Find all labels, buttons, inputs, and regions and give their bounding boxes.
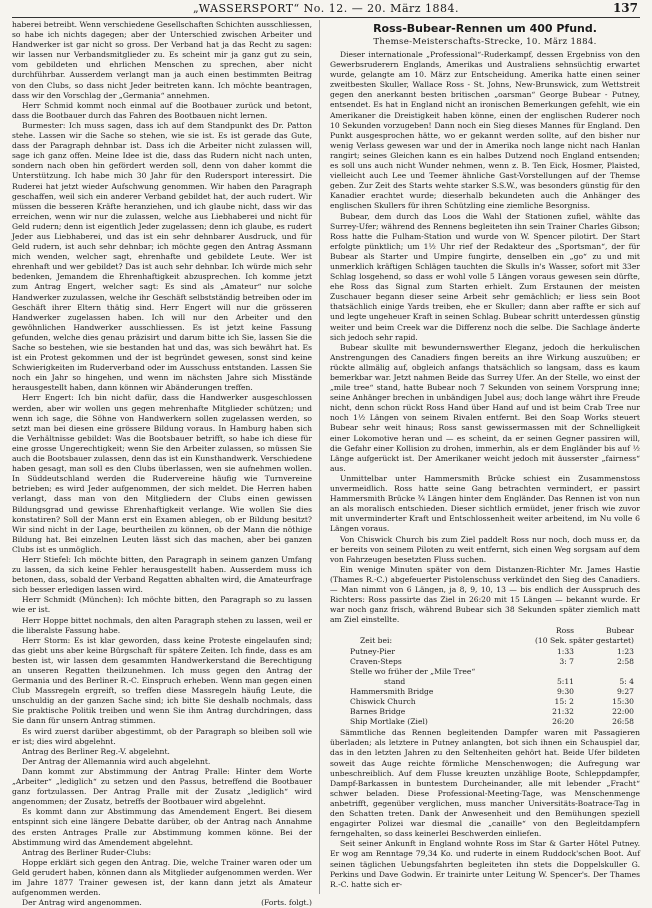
table-row bbox=[330, 687, 640, 697]
paragraph: Es kommt dann zur Abstimmung das Amendement Engert. Bei diesem entspinnt sich eine längere Debatte darüber, ob der Antrag nach Annahme des ersten Antrages Pralle zur Abstimmung kommen könne. Bei der Abstimmung wird das Amendement abgelehnt. bbox=[12, 807, 312, 847]
paragraph: Antrag des Berliner Ruder-Clubs: bbox=[22, 847, 152, 857]
place-cell: Stelle wo früher der „Mile Tree“ bbox=[350, 666, 476, 676]
paragraph: Unmittelbar unter Hammersmith Brücke schiest ein Zusammenstoss unvermeidlich. Ross hatte seine Gang betrachten vermindert, er passirt Hammersmith Brücke ¾ Längen hinter dem Engländer. Das Rennen ist von nun an als moralisch entschieden. Dieser sichtlich ermüdet, jener frisch wie zuvor mit unverminderter Kraft und Entschlossenheit weiter arbeitend, im Nu volle 6 Längen voraus. bbox=[330, 473, 640, 534]
article-subtitle: Themse-Meisterschafts-Strecke, 10. März 1884. bbox=[373, 37, 597, 47]
table-row bbox=[330, 697, 640, 707]
column-header-ross: Ross bbox=[555, 626, 574, 636]
closing-line bbox=[12, 898, 312, 908]
header-rule bbox=[12, 17, 640, 18]
place-cell: Craven-Steps bbox=[350, 656, 402, 666]
table-row bbox=[330, 647, 640, 657]
table-row bbox=[330, 667, 640, 677]
paragraph: Antrag des Berliner Reg.-V. abgelehnt. bbox=[22, 746, 170, 756]
table-row bbox=[330, 677, 640, 687]
running-header: „WASSERSPORT“ No. 12. — 20. März 1884. bbox=[192, 2, 460, 15]
bubear-time: 26:58 bbox=[612, 717, 634, 727]
bubear-time: 5: 4 bbox=[619, 676, 634, 686]
paragraph: Der Antrag der Allemannia wird auch abgelehnt. bbox=[22, 756, 211, 766]
page-header bbox=[0, 0, 652, 18]
ross-time bbox=[524, 667, 574, 677]
bubear-time: 1:23 bbox=[616, 646, 634, 656]
place-cell: Putney-Pier bbox=[350, 646, 395, 656]
zeit-note: (10 Sek. später gestartet) bbox=[534, 636, 634, 646]
paragraph: Herr Storm: Es ist klar geworden, dass keine Proteste eingelaufen sind; das giebt uns aber keine Bürgschaft für spätere Zeiten. Ich finde, dass es am besten ist, wir lassen dem gesammten Handwerkerstand die Berechtigung an unseren Regatten theilzunehmen. Ich muss gegen den Antrag der Germania und des Berliner R.-C. Einspruch erheben. Wenn man gegen einen Club Massregeln ergreift, so treffen diese Massregeln häufig Leute, die unschuldig an der ganzen Sache sind; ich bitte Sie deshalb nochmals, dass Sie praktische Politik treiben und wenn Sie ihm Antrag durchdringen, dass Sie dann für unsern Antrag stimmen. bbox=[12, 635, 312, 726]
ross-time: 5:11 bbox=[556, 676, 574, 686]
place-cell: Barnes Bridge bbox=[350, 707, 406, 717]
table-row bbox=[330, 707, 640, 717]
closing-text: Der Antrag wird angenommen. bbox=[22, 898, 142, 908]
table-subheader-row bbox=[330, 636, 640, 646]
right-column bbox=[330, 20, 640, 894]
ross-time: 3: 7 bbox=[559, 656, 574, 666]
ross-time: 26:20 bbox=[552, 717, 574, 727]
table-header-row bbox=[330, 626, 640, 636]
paragraph: Hoppe erklärt sich gegen den Antrag. Die, welche Trainer waren oder um Geld gerudert haben, können dann als Mitglieder aufgenommen werden. Wer im Jahre 1877 Trainer gewesen ist, der kann dann jetzt als Amateur aufgenommen werden. bbox=[12, 857, 312, 898]
place-cell: Hammersmith Bridge bbox=[350, 686, 434, 696]
place-cell: Ship Mortlake (Ziel) bbox=[350, 717, 428, 727]
paragraph: Seit seiner Ankunft in England wohnte Ross im Star & Garter Hôtel Putney. Er wog am Renntage 79,34 Ko. und ruderte in einem Ruddock'schen Boot. Auf seinen täglichen Uebungsfahrten begleiteten ihn stets die Doppelskuller G. Perkins und Dave Godwin. Er trainirte unter Leitung W. Spencer's. Der Thames R.-C. hatte sich er- bbox=[330, 839, 640, 889]
paragraph: Bubear skullte mit bewundernswerther Eleganz, jedoch die herkulischen Anstrengungen des Canadiers fingen bereits an ihre Wirkung auszuüben; er rückte allmälig auf, obgleich anfangs thatsächlich so langsam, dass es kaum bemerkbar war. Jetzt nahmen Beide das Surrey Ufer. An der Stelle, wo einst der „mile tree“ stand, hatte Bubear noch 7 Sekunden von seinem Vorsprung inne; seine Anhänger brechen in unbändigen Jubel aus; doch lange währt ihre Freude nicht, denn schon rückt Ross Hand über Hand auf und ist beim Crab Tree nur noch 1½ Längen von seinem Rivalen entfernt. Bei den Soap Works steuert Bubear sehr weit hinaus; Ross sanst gewissermassen mit der Schnelligkeit einer Lokomotive heran und — es scheint, da er seinen Gegner passiren will, die Gefahr einer Kollision zu drohen, immerhin, als er dem Engländer bis auf ½ Länge aufgerückt ist. Der Amerikaner weicht jedoch mit äusserster „fairness“ aus. bbox=[330, 342, 640, 473]
column-header-bubear: Bubear bbox=[606, 626, 634, 636]
paragraph: Herr Schmidt (München): Ich möchte bitten, den Paragraph so zu lassen wie er ist. bbox=[12, 595, 312, 615]
page-number: 137 bbox=[612, 1, 638, 15]
article-title: Ross-Bubear-Rennen um 400 Pfund. bbox=[373, 22, 597, 35]
paragraph: Dieser internationale „Professional“-Ruderkampf, dessen Ergebniss von den Gewerbsruderern Englands, Amerikas und Australiens sehnsüchtig erwartet wurde, gelangte am 10. März zur Entscheidung. Amerika hatte einen seiner zweitbesten Skuller, Wallace Ross - St. Johns, New-Brunswick, zum Wettstreit gegen den anerkannt besten britischen „oarsman“ George Bubear - Putney, entsendet. Es hat in England nicht an ironischen Bemerkungen gefehlt, wie ein Amerikaner die Dreistigkeit haben könne, einen der englischen Ruderer noch 10 Sekunden vorzugeben! Dann noch ein Sieg dieses Mannes für England. Den Punkt ausgesprochen hätte, wo er gekannt werden sollte, auf den bisher nur wenig Verlass gewesen war und der in Amerika noch lange nicht nach Hanlan rangirt; seines Gleichen kann es ein halbes Dutzend noch England entsenden; es soll uns auch nicht Wunder nehmen, wenn z. B. Ten Eick, Hosmer, Plaisted, vielleicht auch Lee und Teemer ähnliche Gast-Vorstellungen auf der Themse geben. Zur Zeit des Starts wehte starker S.S.W., was besonders günstig für den Kanadier erachtet wurde; dieserhalb bekundeten auch die Anhänger des englischen Skullers für ihren Schützling eine ziemliche Besorgniss. bbox=[330, 50, 640, 211]
bubear-time: 2:58 bbox=[616, 656, 634, 666]
paragraph: Herr Hoppe bittet nochmals, den alten Paragraph stehen zu lassen, weil er die liberalste Fassung habe. bbox=[12, 615, 312, 635]
paragraph: Ein wenige Minuten später von dem Distanzen-Richter Mr. James Hastie (Thames R.-C.) abgefeuerter Pistolenschuss verkündet den Sieg des Canadiers. — Man nimmt von 6 Längen, ja 8, 9, 10, 13 — bis endlich der Ausspruch des Richters: Ross passirte das Ziel in 26:20 mit 15 Längen — bekannt wurde. Er war noch ganz frisch, während Bubear sich 38 Sekunden später ziemlich matt am Ziel einstellte. bbox=[330, 564, 640, 625]
place-cell: stand bbox=[384, 676, 406, 686]
paragraph: Sämmtliche das Rennen begleitenden Dampfer waren mit Passagieren überladen; als letztere in Putney anlangten, bot sich ihnen ein Schauspiel dar, das in den letzten Jahren zu den Seltenheiten gehört hat. Beide Ufer bildeten soweit das Auge reichte förmliche Menschenwogen; die Aufregung war unbeschreiblich. Auf dem Flusse kreuzten unzählige Boote, Schleppdampfer, Dampf-Barkassen in buntestem Durcheinander, alle mit lebender „Fracht“ schwer beladen. Diese Professional-Meeting-Tage, was Menschenmenge anbetrifft, gegenüber verglichen, muss mancher Universitäts-Boatrace-Tag in den Schatten treten. Dank der Anwesenheit und den Bemühungen speziell engagirter Polizei war diesmal die „canaille“ von den Begleitdampfern ferngehalten, so dass keinerlei Beschwerden einliefen. bbox=[330, 728, 640, 839]
place-cell: Chiswick Church bbox=[350, 697, 416, 706]
bubear-time: 22:00 bbox=[612, 707, 634, 717]
ross-time: 9:30 bbox=[556, 686, 574, 696]
paragraph: Bubear, dem durch das Loos die Wahl der Stationen zufiel, wählte das Surrey-Ufer; während des Rennens begleiteten ihn sein Trainer Charles Gibson; Ross hatte die Fulham-Station und wurde von W. Spencer pilotirt. Der Start erfolgte pünktlich; um 1½ Uhr rief der Redakteur des „Sportsman“, der für Bubear als Starter und Umpire fungirte, denselben ein „go“ zu und mit unmerklich kräftigen Schlägen tauchten die Skulls in's Wasser, sofort mit 33er Schlag losgehend, so dass er wohl volle 5 Längen voraus gewesen sein dürfte, ehe Ross das Signal zum Starten erhielt. Zum Erstaunen der meisten Zuschauer begann dieser seine Arbeit sehr gemächlich; er liess sein Boot thatsächlich einige Yards treiben, ehe er Skuller; dann aber raffte er sich auf und legte ungeheuer Kraft in seinen Schlag. Bubear schritt unterdessen günstig weiter und beim Creek war die Differenz noch die selbe. Die Sachlage änderte sich jedoch sehr rapid. bbox=[330, 211, 640, 342]
paragraph: Burmester: Ich muss sagen, dass ich auf dem Standpunkt des Dr. Patton stehe. Lassen wir die Sache so stehen, wie sie ist. Es ist gerade das Gute, dass der Paragraph dehnbar ist. Dass ich die Arbeiter nicht zulassen will, sage ich ganz offen. Meine Idee ist die, dass das Rudern nicht nach unten, sondern nach oben hin gefördert werden soll, denn von daher kommt die Unterstützung. Ich habe mich 30 Jahr für den Rudersport interessirt. Die Ruderei hat jetzt wieder Aufschwung genommen. Wir haben den Paragraph geschaffen, weil sich ein anderer Verband gebildet hat, der auch rudert. Wir müssen die besseren Kräfte heranziehen, und ich glaube nicht, dass wir das erreichen, wenn wir nur die zulassen, welche aus Liebhaberei und nicht für Geld rudern; denn ist eigentlich Jeder zugelassen; denn ich glaube, es rudert Jeder aus Liebhaberei, und das ist ein sehr dehnbarer Ausdruck, und für Geld rudern, ist auch sehr dehnbar; ich möchte gegen den Antrag Assmann mich wenden, welcher sagt, ehrenhafte und gebildete Leute. Wer ist ehrenhaft und wer gebildet? Das ist auch sehr dehnbar. Ich würde mich sehr bedenken, Jemandem die Ehrenhaftigkeit abzusprechen. Ich komme jetzt zum Antrag Engert, welcher sagt: Es sind als „Amateur“ nur solche Handwerker zuzulassen, welche ihr Geschäft selbstständig betreiben oder im Geschäft ihrer Eltern thätig sind. Herr Engert will nur die grösseren Handwerker zugelassen haben. Ich will nur den Arbeiter und den gewöhnlichen Handwerker ausschliessen. Es ist jetzt keine Fassung gefunden, welche dies genau präzisirt und darum bitte ich Sie, lassen Sie die Sache so bestehen, wie sie bestanden hat und das, was sich bewährt hat. Es ist ein Protest gekommen und der ist begründet gewesen, sonst sind keine Schwierigkeiten im Ruderverband oder im Ausschuss entstanden. Lassen Sie noch ein Jahr so hingehen, und wenn im nächsten Jahre sich Misstände herausgestellt haben, dann können wir Abänderungen treffen. bbox=[12, 120, 312, 393]
table-row bbox=[330, 717, 640, 727]
paragraph: Herr Engert: Ich bin nicht dafür, dass die Handwerker ausgeschlossen werden, aber wir wollen uns gegen mehrenhafte Mitglieder schützen; und wenn ich sage, die Söhne von Handwerkern sollen zugelassen werden, so setzt man bei diesen eine grössere Bildung voraus. In Hamburg haben sich die Verhältnisse gebildet: Was die Bootsbauer betrifft, so habe ich diese für eine grosse Ungerechtigkeit; wenn Sie den Arbeiter zulassen, so müssen Sie auch die Bootsbauer zulassen, denn das ist ein Kunsthandwerk. Verschiedene haben gesagt, man soll es den Clubs überlassen, wen sie aufnehmen wollen. In Süddeutschland werden die Rudervereine häufig wie Turnvereine betrieben; es wird Jeder aufgenommen, der sich meldet. Die Herren haben verlangt, dass man von den Mitgliedern der Clubs einen gewissen Bildungsgrad und gewisse Ehrenhaftigkeit verlange. Wie wollen Sie dies konstatiren? Soll der Mann erst ein Examen ablegen, ob er Bildung besitzt? Wir sind nicht in der Lage, beurtheilen zu können, ob der Mann die nöthige Bildung hat. Bei einzelnen Leuten lässt sich das machen, aber bei ganzen Clubs ist es unmöglich. bbox=[12, 393, 312, 554]
paragraph: haberei betreibt. Wenn verschiedene Gesellschaften Schichten ausschliessen, so habe ich nichts dagegen; aber der Unterschied zwischen Arbeiter und Handwerker ist gar nicht so gross. Der Verband hat ja das Recht zu sagen: wir lassen nur Verbandsmitglieder zu. Es scheint mir ja ganz gut zu sein, vom gebildeten und ehrlichen Menschen zu sprechen, aber nicht durchführbar. Ausserdem verlangt man ja auch einen bestimmten Beitrag von den Clubs, so dass nicht Jeder beitreten kann. Ich möchte beantragen, dass wir den Vorschlag der „Germania“ annehmen. bbox=[12, 20, 312, 100]
bubear-time bbox=[574, 667, 640, 677]
ross-time: 15: 2 bbox=[554, 697, 574, 706]
paragraph: Von Chiswick Church bis zum Ziel paddelt Ross nur noch, doch muss er, da er bereits von seinem Piloten zu weit entfernt, sich einen Weg sorgsam auf dem von Fahrzeugen besetzten Fluss suchen. bbox=[330, 534, 640, 564]
table-row bbox=[330, 657, 640, 667]
ross-time: 21:32 bbox=[552, 707, 574, 717]
split-times-table bbox=[330, 626, 640, 727]
ross-time: 1:33 bbox=[556, 646, 574, 656]
paragraph: Herr Stiefel: Ich möchte bitten, den Paragraph in seinem ganzen Umfang zu lassen, da sich keine Fehler herausgestellt haben. Ausserdem muss ich betonen, dass, sobald der Verband Regatten abhalten wird, die Amateurfrage sich besser erledigen lassen wird. bbox=[12, 554, 312, 595]
continuation-note: (Forts. folgt.) bbox=[261, 898, 312, 908]
bubear-time: 9:27 bbox=[616, 686, 634, 696]
column-divider bbox=[319, 20, 320, 894]
paragraph: Herr Schmid kommt noch einmal auf die Bootbauer zurück und betont, dass die Bootbauer durch das Fahren des Bootbauen nicht lernen. bbox=[12, 100, 312, 120]
zeit-label: Zeit bei: bbox=[360, 636, 393, 646]
left-column bbox=[12, 20, 312, 908]
bubear-time: 15:30 bbox=[612, 697, 634, 706]
paragraph: Es wird zuerst darüber abgestimmt, ob der Paragraph so bleiben soll wie er ist; dies wird abgelehnt. bbox=[12, 726, 312, 746]
paragraph: Dann kommt zur Abstimmung der Antrag Pralle: Hinter dem Worte „Arbeiter“ „lediglich“ zu setzen und den Passus, betreffend die Bootbauer ganz fortzulassen. Der Antrag Pralle mit der Zusatz „lediglich“ wird angenommen; der Zusatz, betreffs der Bootbauer wird abgelehnt. bbox=[12, 766, 312, 807]
